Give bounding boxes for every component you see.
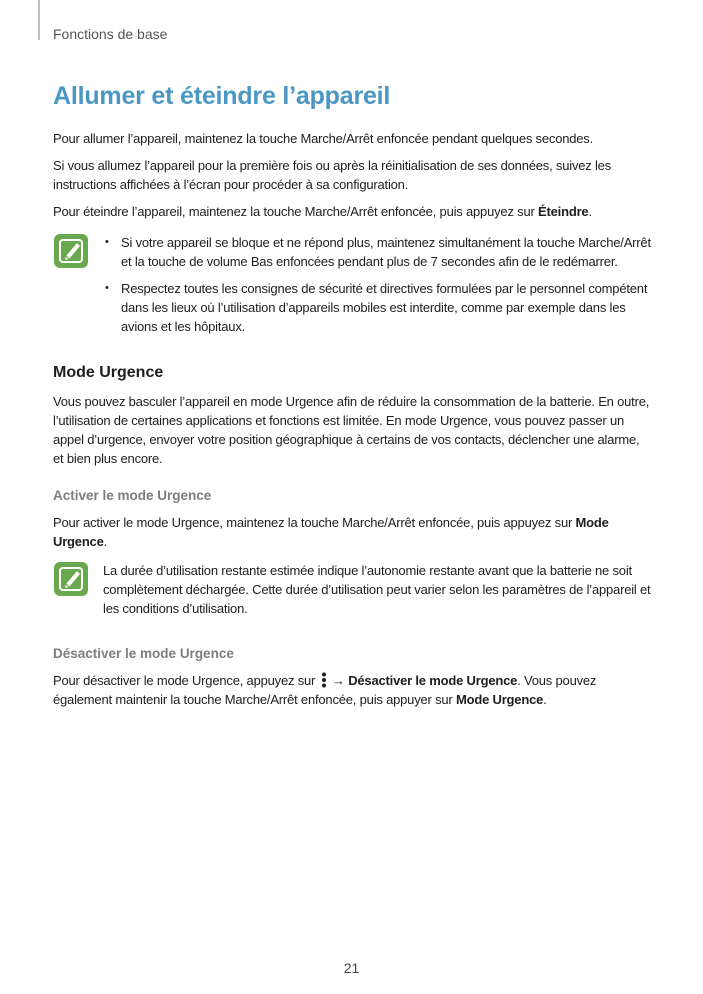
arrow: → [328, 673, 349, 688]
note-pencil-icon [53, 561, 89, 597]
deactivate-text-start: Pour désactiver le mode Urgence, appuyez sur [53, 673, 319, 688]
page-content [53, 82, 653, 717]
turn-off-option: Éteindre [538, 204, 589, 219]
intro-p3-end: . [588, 204, 592, 219]
intro-p3-text: Pour éteindre l’appareil, maintenez la touche Marche/Arrêt enfoncée, puis appuyez sur [53, 204, 539, 219]
intro-paragraph-3 [53, 202, 653, 221]
note-1-list [103, 233, 653, 336]
header-divider [38, 0, 40, 40]
note-box-2 [53, 561, 653, 618]
note-2-text: La durée d’utilisation restante estimée indique l’autonomie restante avant que la batterie ne soit complètement déchargée. Cette durée d’utilisation peut varier selon les paramètres de l’appareil et les conditions d’utilisation. [103, 563, 651, 616]
activate-text [53, 513, 653, 551]
emergency-mode-heading: Mode Urgence [53, 364, 164, 381]
note-pencil-icon [53, 233, 89, 269]
deactivate-heading: Désactiver le mode Urgence [53, 646, 234, 661]
deactivate-text [53, 671, 653, 709]
page-title: Allumer et éteindre l’appareil [53, 82, 391, 110]
activate-heading: Activer le mode Urgence [53, 488, 212, 503]
activate-text-start: Pour activer le mode Urgence, maintenez la touche Marche/Arrêt enfoncée, puis appuyez sur [53, 515, 576, 530]
note-box-1 [53, 233, 653, 336]
note-1-item: • Si votre appareil se bloque et ne répond plus, maintenez simultanément la touche Marche/Arrêt et la touche de volume Bas enfoncées pendant plus de 7 secondes afin de le redémarrer. [103, 233, 653, 271]
deactivate-text-mid: . Vous pouvez également maintenir la touche Marche/Arrêt enfoncée, puis appuyer sur [53, 673, 597, 707]
deactivate-text-end: . [543, 692, 547, 707]
more-options-icon [319, 672, 329, 688]
intro-paragraph-2: Si vous allumez l’appareil pour la première fois ou après la réinitialisation de ses données, suivez les instructions affichées à l’écran pour procéder à sa configuration. [53, 158, 612, 192]
emergency-intro: Vous pouvez basculer l’appareil en mode Urgence afin de réduire la consommation de la batterie. En outre, l’utilisation de certaines applications et fonctions est limitée. En mode Urgence, vous pouvez passer un appel d’urgence, envoyer votre position géographique à certains de vos contacts, déclencher une alarme, et bien plus encore. [53, 394, 650, 466]
note-1-item: • Respectez toutes les consignes de sécurité et directives formulées par le personnel compétent dans les lieux où l’utilisation d’appareils mobiles est interdite, comme par exemple dans les avions et les hôpitaux. [103, 279, 653, 336]
emergency-mode-option: Mode Urgence [53, 515, 609, 549]
page-number: 21 [343, 960, 360, 976]
emergency-mode-option-2: Mode Urgence [455, 692, 544, 707]
section-label: Fonctions de base [53, 26, 168, 42]
activate-text-end: . [103, 534, 108, 549]
disable-emergency-option: Désactiver le mode Urgence [348, 673, 518, 688]
intro-paragraph-1: Pour allumer l’appareil, maintenez la touche Marche/Arrêt enfoncée pendant quelques secondes. [53, 131, 594, 146]
